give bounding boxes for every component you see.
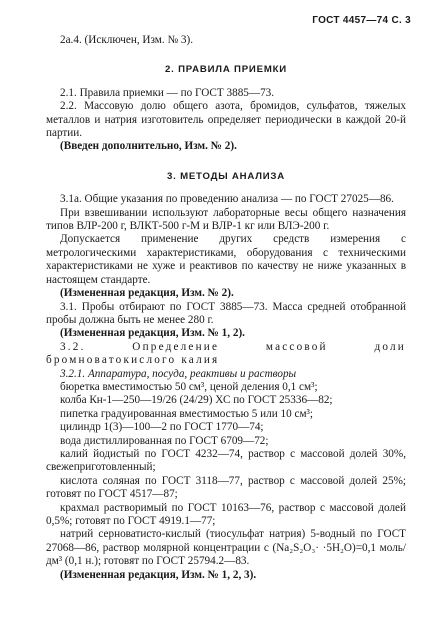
amendment-note: (Измененная редакция, Изм. № 2).: [60, 287, 234, 300]
section-3-heading: 3. МЕТОДЫ АНАЛИЗА: [167, 170, 285, 182]
section-2-heading: 2. ПРАВИЛА ПРИЕМКИ: [165, 64, 287, 76]
list-item: кислота соляная по ГОСТ 3118—77, раствор с массовой долей 25%; готовят по ГОСТ 4517—87;: [46, 474, 406, 501]
clause-2-1: 2.1. Правила приемки — по ГОСТ 3885—73.: [60, 86, 275, 99]
list-item: вода дистиллированная по ГОСТ 6709—72;: [60, 434, 269, 447]
list-item: цилиндр 1(3)—100—2 по ГОСТ 1770—74;: [60, 421, 264, 434]
clause-3-2-1: 3.2.1. Аппаратура, посуда, реактивы и растворы: [60, 367, 297, 380]
weighing-paragraph: При взвешивании используют лабораторные весы общего назначения типов ВЛР-200 г, ВЛКТ-500 г-М и ВЛР-1 кг или ВЛЭ-200 г.: [46, 206, 406, 233]
list-item: колба Кн-1—250—19/26 (24/29) ХС по ГОСТ 25336—82;: [60, 394, 333, 407]
clause-3-1: 3.1. Пробы отбирают по ГОСТ 3885—73. Масса средней отобранной пробы должна быть не менее 280 г.: [46, 300, 406, 326]
amendment-note: (Измененная редакция, Изм. № 1, 2).: [60, 327, 245, 340]
page-header: ГОСТ 4457—74 С. 3: [312, 15, 411, 26]
allowed-paragraph: Допускается применение других средств измерения с метрологическими характеристиками, оборудования с техническими характеристиками не хуже и реактивов по качеству не ниже указанных в настоящем стандарте.: [46, 233, 406, 286]
clause-2a4: 2а.4. (Исключен, Изм. № 3).: [60, 34, 194, 46]
list-item: крахмал растворимый по ГОСТ 10163—76, раствор с массовой долей 0,5%; готовят по ГОСТ 4919.1—77;: [46, 501, 406, 527]
clause-3-2: 3.2. Определение массовой доли бромноватокислого калия: [46, 340, 406, 367]
list-item: натрий серноватисто-кислый (тиосульфат натрия) 5-водный по ГОСТ 27068—86, раствор молярной концентрации с (Na₂S₂O₃· ·5H₂O)=0,1 моль/дм³ (0,1 н.); готовят по ГОСТ 25794.2—83.: [46, 528, 406, 568]
clause-2-2: 2.2. Массовую долю общего азота, бромидов, сульфатов, тяжелых металлов и натрия изготовитель определяет периодически в каждой 20-й партии.: [46, 100, 406, 140]
clause-3-1a: 3.1а. Общие указания по проведению анализа — по ГОСТ 27025—86.: [60, 193, 394, 206]
list-item: пипетка градуированная вместимостью 5 или 10 см³;: [60, 407, 313, 420]
document-body: [46, 34, 406, 582]
list-item: калий йодистый по ГОСТ 4232—74, раствор с массовой долей 30%, свежеприготовленный;: [46, 447, 406, 474]
amendment-note: (Введен дополнительно, Изм. № 2).: [60, 140, 237, 153]
list-item: бюретка вместимостью 50 см³, ценой деления 0,1 см³;: [60, 380, 318, 393]
amendment-note: (Измененная редакция, Изм. № 1, 2, 3).: [60, 568, 257, 581]
